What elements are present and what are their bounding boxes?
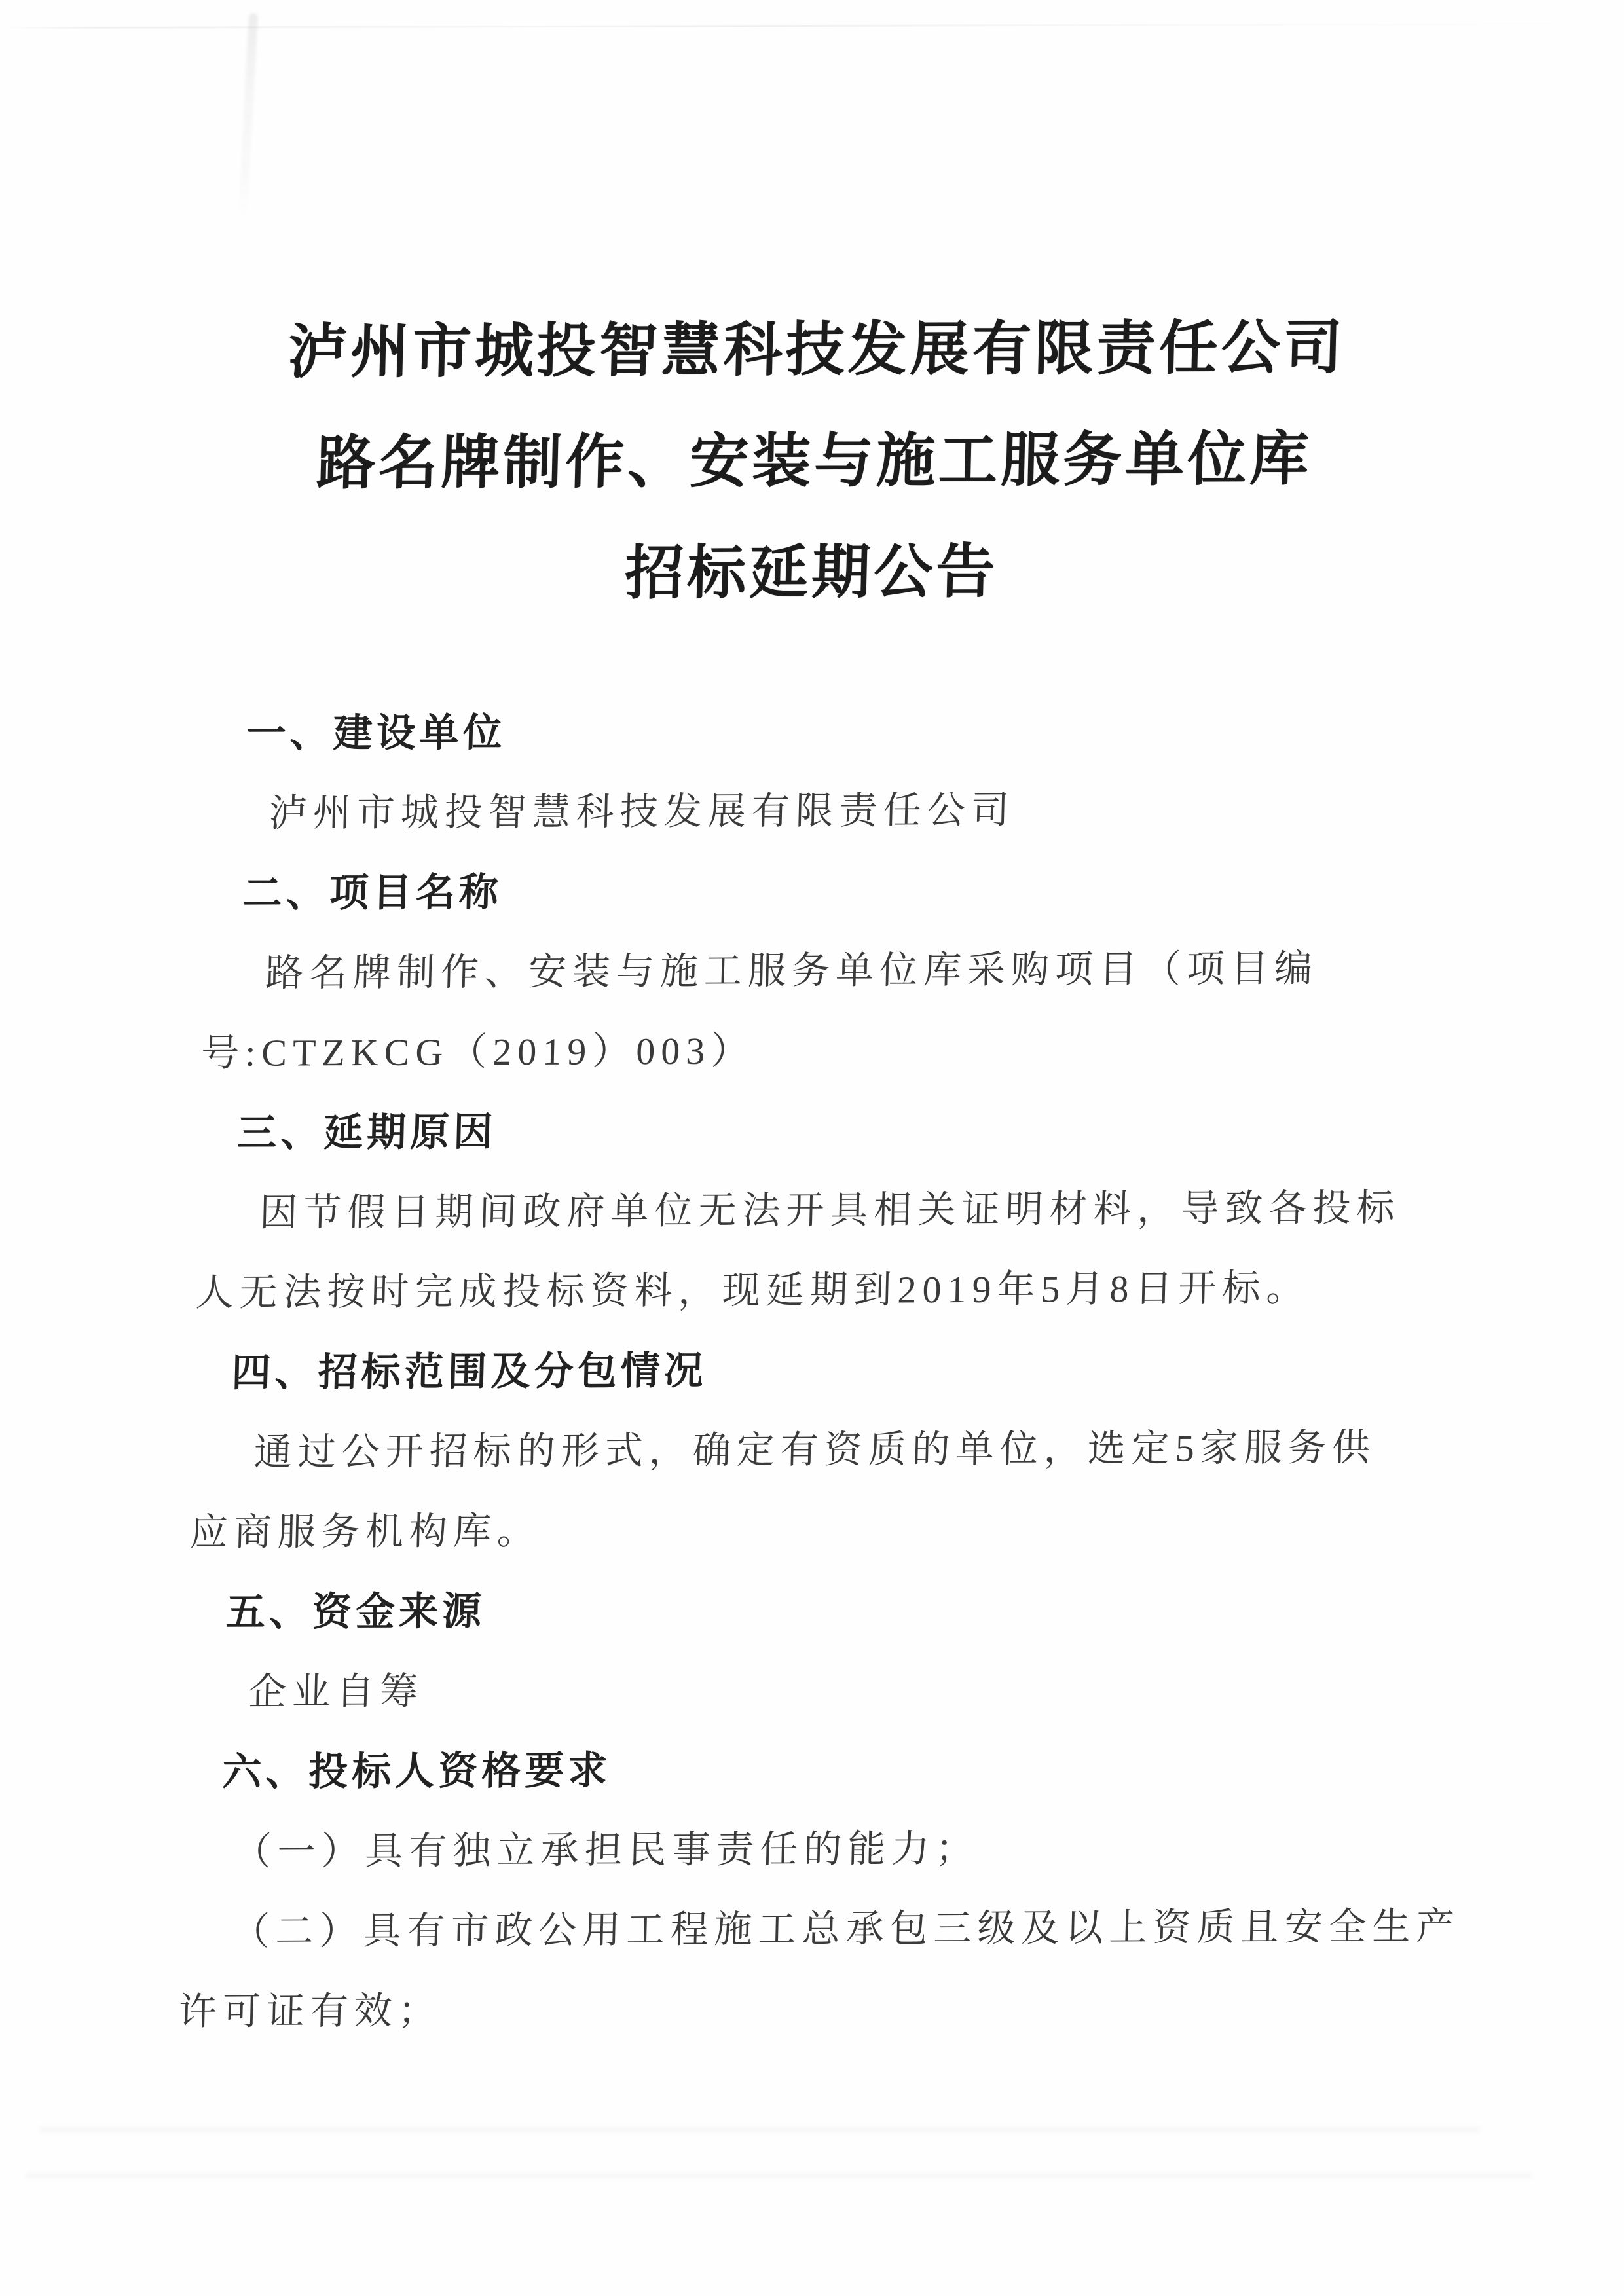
paragraph-line: 通过公开招标的形式，确定有资质的单位，选定5家服务供 (253, 1426, 1376, 1474)
document-title-line: 泸州市城投智慧科技发展有限责任公司 (287, 315, 1347, 386)
scan-smudge-artifact (39, 2126, 1480, 2133)
paragraph-line: 路名牌制作、安装与施工服务单位库采购项目（项目编 (265, 947, 1319, 994)
section-bid-scope (189, 1327, 1507, 1573)
paragraph-line: 号:CTZKCG（2019）003） (200, 1029, 756, 1075)
section-project-name (200, 848, 1519, 1093)
scan-smudge-artifact (26, 2172, 1532, 2179)
section-heading: 三、延期原因 (236, 1110, 498, 1155)
section-heading: 五、资金来源 (225, 1589, 486, 1634)
document-title (109, 291, 1519, 631)
section-heading: 一、建设单位 (246, 710, 507, 756)
section-construction-unit (206, 688, 1522, 854)
paragraph-line: （二）具有市政公用工程施工总承包三级及以上资质且安全生产 (231, 1904, 1461, 1953)
paragraph-line: 应商服务机构库。 (189, 1509, 542, 1554)
paragraph-line: 人无法按时完成投标资料，现延期到2019年5月8日开标。 (194, 1266, 1311, 1315)
paragraph-line: 泸州市城投智慧科技发展有限责任公司 (268, 788, 1016, 835)
section-postpone-reason (194, 1087, 1513, 1333)
section-heading: 六、投标人资格要求 (221, 1748, 612, 1794)
document-body (177, 688, 1522, 2052)
document-title-line: 招标延期公告 (624, 539, 999, 607)
section-fund-source (185, 1567, 1502, 1732)
section-bidder-qualification (177, 1726, 1498, 2052)
paragraph-line: 企业自筹 (248, 1669, 424, 1713)
paragraph-line: 因节假日期间政府单位无法开具相关证明材料，导致各投标 (259, 1186, 1401, 1234)
section-heading: 二、项目名称 (242, 870, 503, 915)
paragraph-line: 许可证有效； (177, 1989, 443, 2033)
section-heading: 四、招标范围及分包情况 (231, 1348, 708, 1394)
paragraph-line: （一）具有独立承担民事责任的能力； (232, 1827, 980, 1873)
document-title-line: 路名牌制作、安装与施工服务单位库 (316, 426, 1313, 497)
